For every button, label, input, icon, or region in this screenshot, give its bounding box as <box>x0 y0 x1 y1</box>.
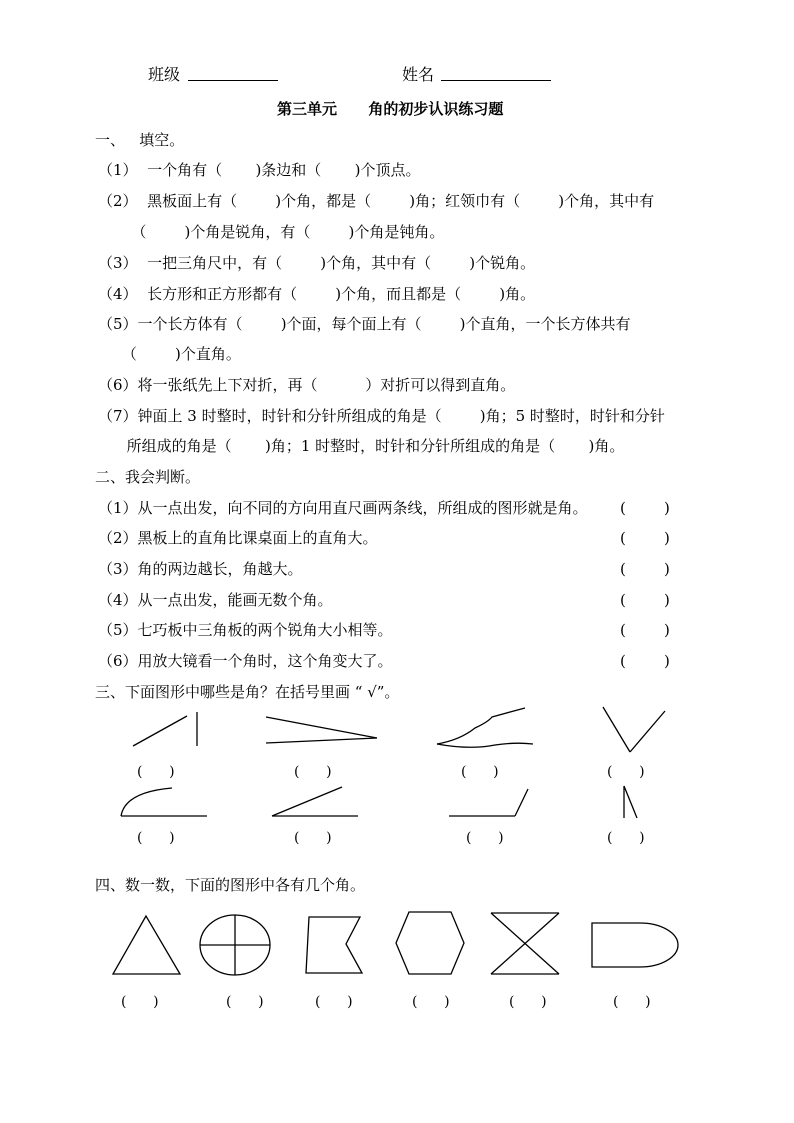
figure-3-6 <box>272 787 358 816</box>
page-title: 第三单元 角的初步认识练习题 <box>277 100 504 118</box>
figure-3-7-answer[interactable]: ( ) <box>466 830 504 846</box>
section1-heading: 一、 填空。 <box>95 131 185 149</box>
fill-item-7: （7）钟面上 3 时整时，时针和分针所组成的角是（ )角；5 时整时，时针和分针 <box>98 407 665 425</box>
fill-item-5: （5）一个长方体有（ )个面，每个面上有（ )个直角，一个长方体共有 <box>98 315 631 333</box>
fill-item-7-cont: 所组成的角是（ )角；1 时整时，时针和分针所组成的角是（ )角。 <box>98 437 625 455</box>
fill-item-5-cont: （ )个直角。 <box>98 345 241 363</box>
rounded-end-answer[interactable]: ( ) <box>613 994 651 1010</box>
section3-heading: 三、下面图形中哪些是角？在括号里画 “ √”。 <box>95 683 400 701</box>
fill-item-4: （4） 长方形和正方形都有（ )个角，而且都是（ )角。 <box>98 285 536 303</box>
fill-item-2-cont: （ )个角是锐角，有（ )个角是钝角。 <box>98 223 445 241</box>
ellipse-cross-answer[interactable]: ( ) <box>226 994 264 1010</box>
hexagon-shape <box>396 912 464 974</box>
section4-heading: 四、数一数，下面的图形中各有几个角。 <box>95 876 366 894</box>
judge-answer-2[interactable]: ( ) <box>620 529 670 547</box>
figure-3-5 <box>121 788 207 816</box>
figure-3-4 <box>603 707 665 752</box>
judge-answer-5[interactable]: ( ) <box>620 621 670 639</box>
fill-item-6: （6）将一张纸先上下对折，再（ ）对折可以得到直角。 <box>98 376 516 394</box>
hexagon-answer[interactable]: ( ) <box>412 994 450 1010</box>
fill-item-2: （2） 黑板面上有（ )个角，都是（ )角；红领巾有（ )个角，其中有 <box>98 192 655 210</box>
triangle-shape <box>113 916 180 974</box>
figure-3-4-answer[interactable]: ( ) <box>607 764 645 780</box>
figure-3-8 <box>624 786 637 818</box>
notched-quad-shape <box>306 917 362 973</box>
class-label: 班级 <box>148 65 181 84</box>
judge-answer-6[interactable]: ( ) <box>620 652 670 670</box>
fill-item-3: （3） 一把三角尺中，有（ )个角，其中有（ )个锐角。 <box>98 254 536 272</box>
figure-3-8-answer[interactable]: ( ) <box>607 830 645 846</box>
ellipse-cross-shape <box>200 915 270 975</box>
figure-3-2 <box>266 717 377 743</box>
rounded-end-shape <box>592 923 678 967</box>
judge-item-3: （3）角的两边越长，角越大。 <box>98 560 303 578</box>
judge-answer-1[interactable]: ( ) <box>620 499 670 517</box>
notched-quad-answer[interactable]: ( ) <box>315 994 353 1010</box>
fill-item-1: （1） 一个角有（ )条边和（ )个顶点。 <box>98 161 421 179</box>
judge-item-1: （1）从一点出发，向不同的方向用直尺画两条线，所组成的图形就是角。 <box>98 499 588 517</box>
judge-answer-4[interactable]: ( ) <box>620 591 670 609</box>
judge-item-4: （4）从一点出发，能画无数个角。 <box>98 591 333 609</box>
figure-3-1 <box>133 712 197 746</box>
judge-item-5: （5）七巧板中三角板的两个锐角大小相等。 <box>98 621 393 639</box>
judge-item-6: （6）用放大镜看一个角时，这个角变大了。 <box>98 652 393 670</box>
triangle-answer[interactable]: ( ) <box>121 994 159 1010</box>
bowtie-shape <box>491 913 559 974</box>
figure-3-2-answer[interactable]: ( ) <box>294 764 332 780</box>
name-label: 姓名 <box>402 65 435 84</box>
section2-heading: 二、我会判断。 <box>95 468 201 486</box>
judge-answer-3[interactable]: ( ) <box>620 560 670 578</box>
figure-3-7 <box>449 789 528 816</box>
figure-3-3-answer[interactable]: ( ) <box>461 764 499 780</box>
figure-3-3 <box>437 708 533 747</box>
figure-3-5-answer[interactable]: ( ) <box>137 830 175 846</box>
bowtie-answer[interactable]: ( ) <box>509 994 547 1010</box>
judge-item-2: （2）黑板上的直角比课桌面上的直角大。 <box>98 529 378 547</box>
figure-3-6-answer[interactable]: ( ) <box>294 830 332 846</box>
figure-3-1-answer[interactable]: ( ) <box>137 764 175 780</box>
